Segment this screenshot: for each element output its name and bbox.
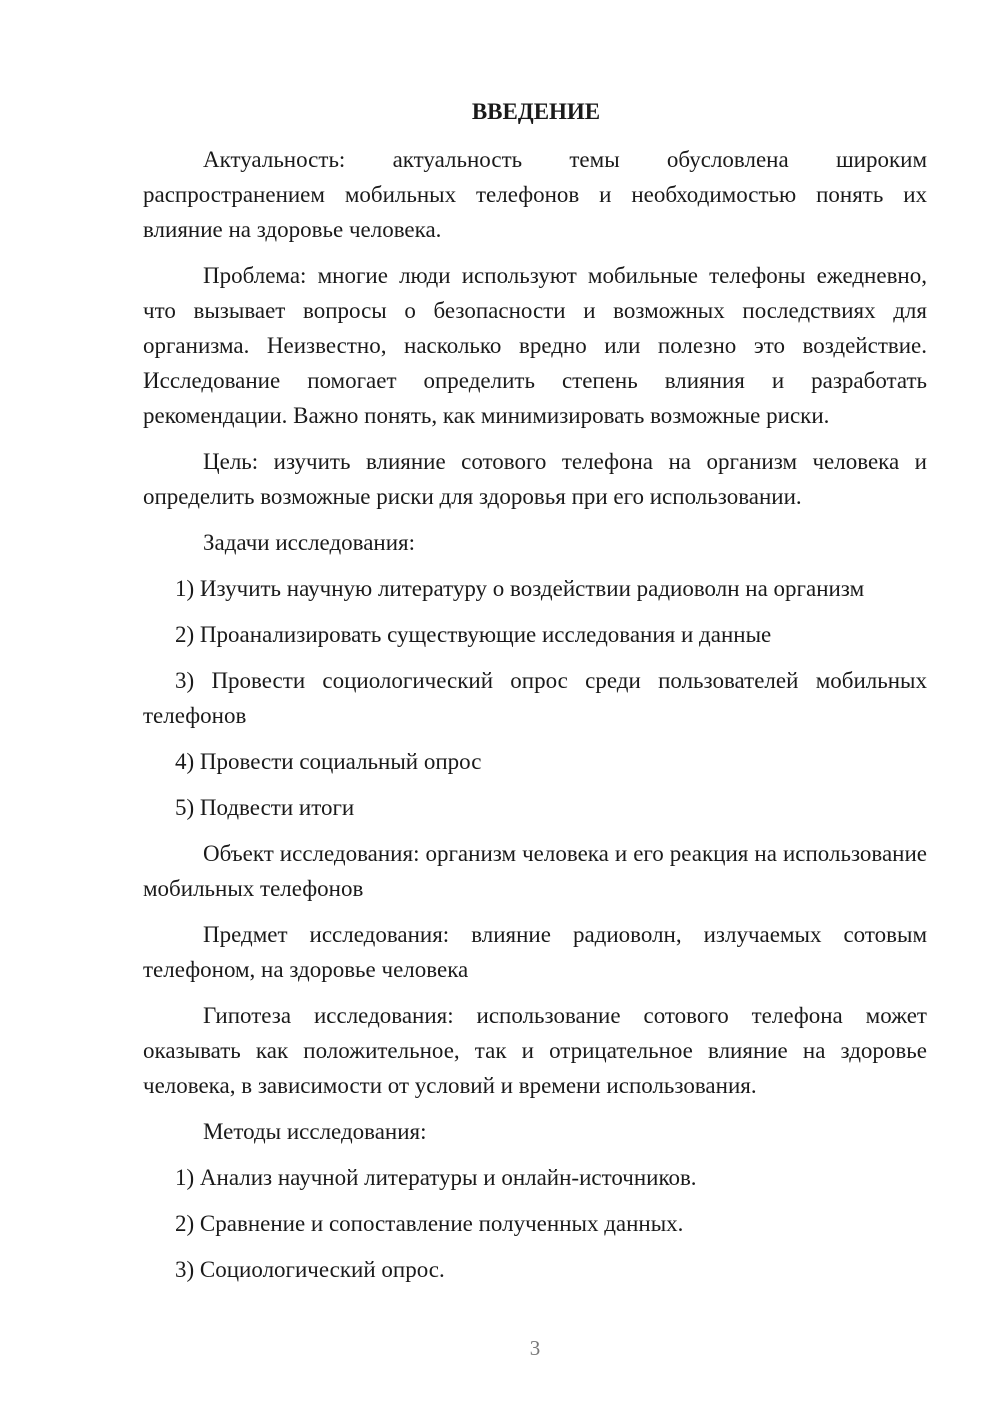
hypothesis-paragraph: Гипотеза исследования: использование сотового телефона может оказывать как положительное, так и отрицательное влияние на здоровье человека, в зависимости от условий и времени использования. (143, 1003, 927, 1098)
section-heading: ВВЕДЕНИЕ (471, 99, 601, 124)
page-content (143, 94, 927, 1298)
page-number: 3 (529, 1336, 541, 1360)
relevance-paragraph: Актуальность: актуальность темы обусловлена широким распространением мобильных телефонов и необходимостью понять их влияние на здоровье человека. (143, 147, 927, 242)
method-item-3: 3) Социологический опрос. (175, 1257, 445, 1282)
task-item-3: 3) Провести социологический опрос среди пользователей мобильных телефонов (143, 668, 927, 728)
tasks-heading: Задачи исследования: (203, 530, 416, 555)
task-item-1: 1) Изучить научную литературу о воздействии радиоволн на организм (175, 576, 865, 601)
method-item-1: 1) Анализ научной литературы и онлайн-источников. (175, 1165, 697, 1190)
object-paragraph: Объект исследования: организм человека и его реакция на использование мобильных телефонов (143, 841, 927, 901)
task-item-2: 2) Проанализировать существующие исследования и данные (175, 622, 772, 647)
method-item-2: 2) Сравнение и сопоставление полученных данных. (175, 1211, 684, 1236)
task-item-4: 4) Провести социальный опрос (175, 749, 482, 774)
goal-paragraph: Цель: изучить влияние сотового телефона на организм человека и определить возможные риски для здоровья при его использовании. (143, 449, 927, 509)
subject-paragraph: Предмет исследования: влияние радиоволн, излучаемых сотовым телефоном, на здоровье человека (143, 922, 927, 982)
methods-heading: Методы исследования: (203, 1119, 427, 1144)
task-item-5: 5) Подвести итоги (175, 795, 355, 820)
problem-paragraph: Проблема: многие люди используют мобильные телефоны ежедневно, что вызывает вопросы о безопасности и возможных последствиях для организма. Неизвестно, насколько вредно или полезно это воздействие. Исследование помогает определить степень влияния и разработать рекомендации. Важно понять, как минимизировать возможные риски. (143, 263, 927, 428)
